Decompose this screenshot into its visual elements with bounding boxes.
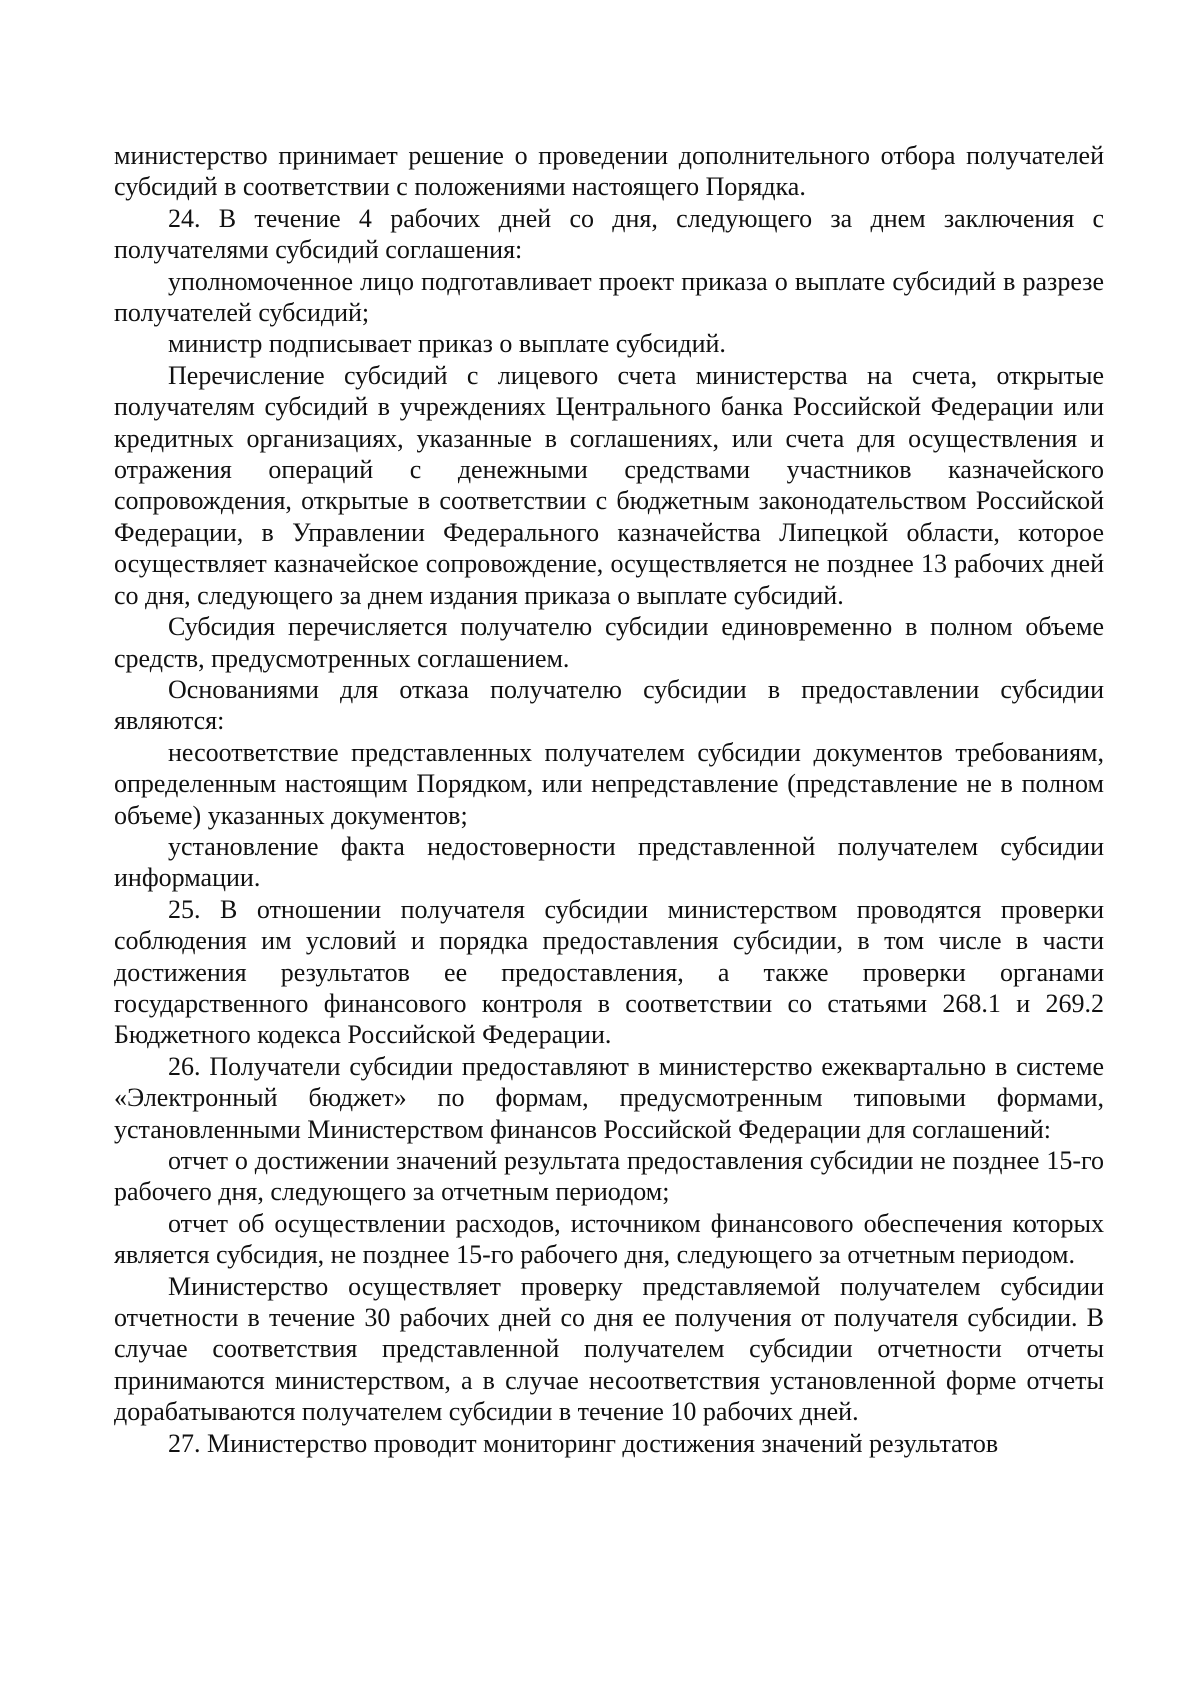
paragraph-item-27: 27. Министерство проводит мониторинг достижения значений результатов (168, 1428, 999, 1458)
paragraph: Перечисление субсидий с лицевого счета министерства на счета, открытые получателям субсидий в учреждениях Центрального банка Российской Федерации или кредитных организациях, указанные в соглашениях, или счета для осуществления и отражения операций с денежными средствами участников казначейского сопровождения, открытые в соответствии с бюджетным законодательством Российской Федерации, в Управлении Федерального казначейства Липецкой области, которое осуществляет казначейское сопровождение, осуществляется не позднее 13 рабочих дней со дня, следующего за днем издания приказа о выплате субсидий. (114, 360, 1104, 610)
paragraph-item-25: 25. В отношении получателя субсидии министерством проводятся проверки соблюдения им условий и порядка предоставления субсидии, в том числе в части достижения результатов ее предоставления, а также проверки органами государственного финансового контроля в соответствии со статьями 268.1 и 269.2 Бюджетного кодекса Российской Федерации. (114, 894, 1104, 1050)
paragraph: министр подписывает приказ о выплате субсидий. (168, 329, 726, 359)
paragraph-continuation: министерство принимает решение о проведении дополнительного отбора получателей субсидий в соответствии с положениями настоящего Порядка. (114, 141, 1104, 202)
paragraph-item-26: 26. Получатели субсидии предоставляют в министерство ежеквартально в системе «Электронный бюджет» по формам, предусмотренным типовыми формами, установленными Министерством финансов Российской Федерации для соглашений: (114, 1051, 1104, 1144)
paragraph: уполномоченное лицо подготавливает проект приказа о выплате субсидий в разрезе получателей субсидий; (114, 266, 1104, 328)
document-page (114, 140, 1104, 1459)
paragraph: отчет об осуществлении расходов, источником финансового обеспечения которых является субсидия, не позднее 15-го рабочего дня, следующего за отчетным периодом. (114, 1208, 1104, 1270)
paragraph: установление факта недостоверности представленной получателем субсидии информации. (114, 831, 1104, 893)
paragraph: Основаниями для отказа получателю субсидии в предоставлении субсидии являются: (114, 674, 1104, 736)
paragraph-item-24: 24. В течение 4 рабочих дней со дня, следующего за днем заключения с получателями субсидий соглашения: (114, 203, 1104, 265)
paragraph: Министерство осуществляет проверку представляемой получателем субсидии отчетности в течение 30 рабочих дней со дня ее получения от получателя субсидии. В случае соответствия представленной получателем субсидии отчетности отчеты принимаются министерством, а в случае несоответствия установленной форме отчеты дорабатываются получателем субсидии в течение 10 рабочих дней. (114, 1271, 1104, 1427)
paragraph: отчет о достижении значений результата предоставления субсидии не позднее 15-го рабочего дня, следующего за отчетным периодом; (114, 1146, 1104, 1207)
paragraph: Субсидия перечисляется получателю субсидии единовременно в полном объеме средств, предусмотренных соглашением. (114, 612, 1104, 673)
paragraph: несоответствие представленных получателем субсидии документов требованиям, определенным настоящим Порядком, или непредставление (представление не в полном объеме) указанных документов; (114, 737, 1104, 830)
